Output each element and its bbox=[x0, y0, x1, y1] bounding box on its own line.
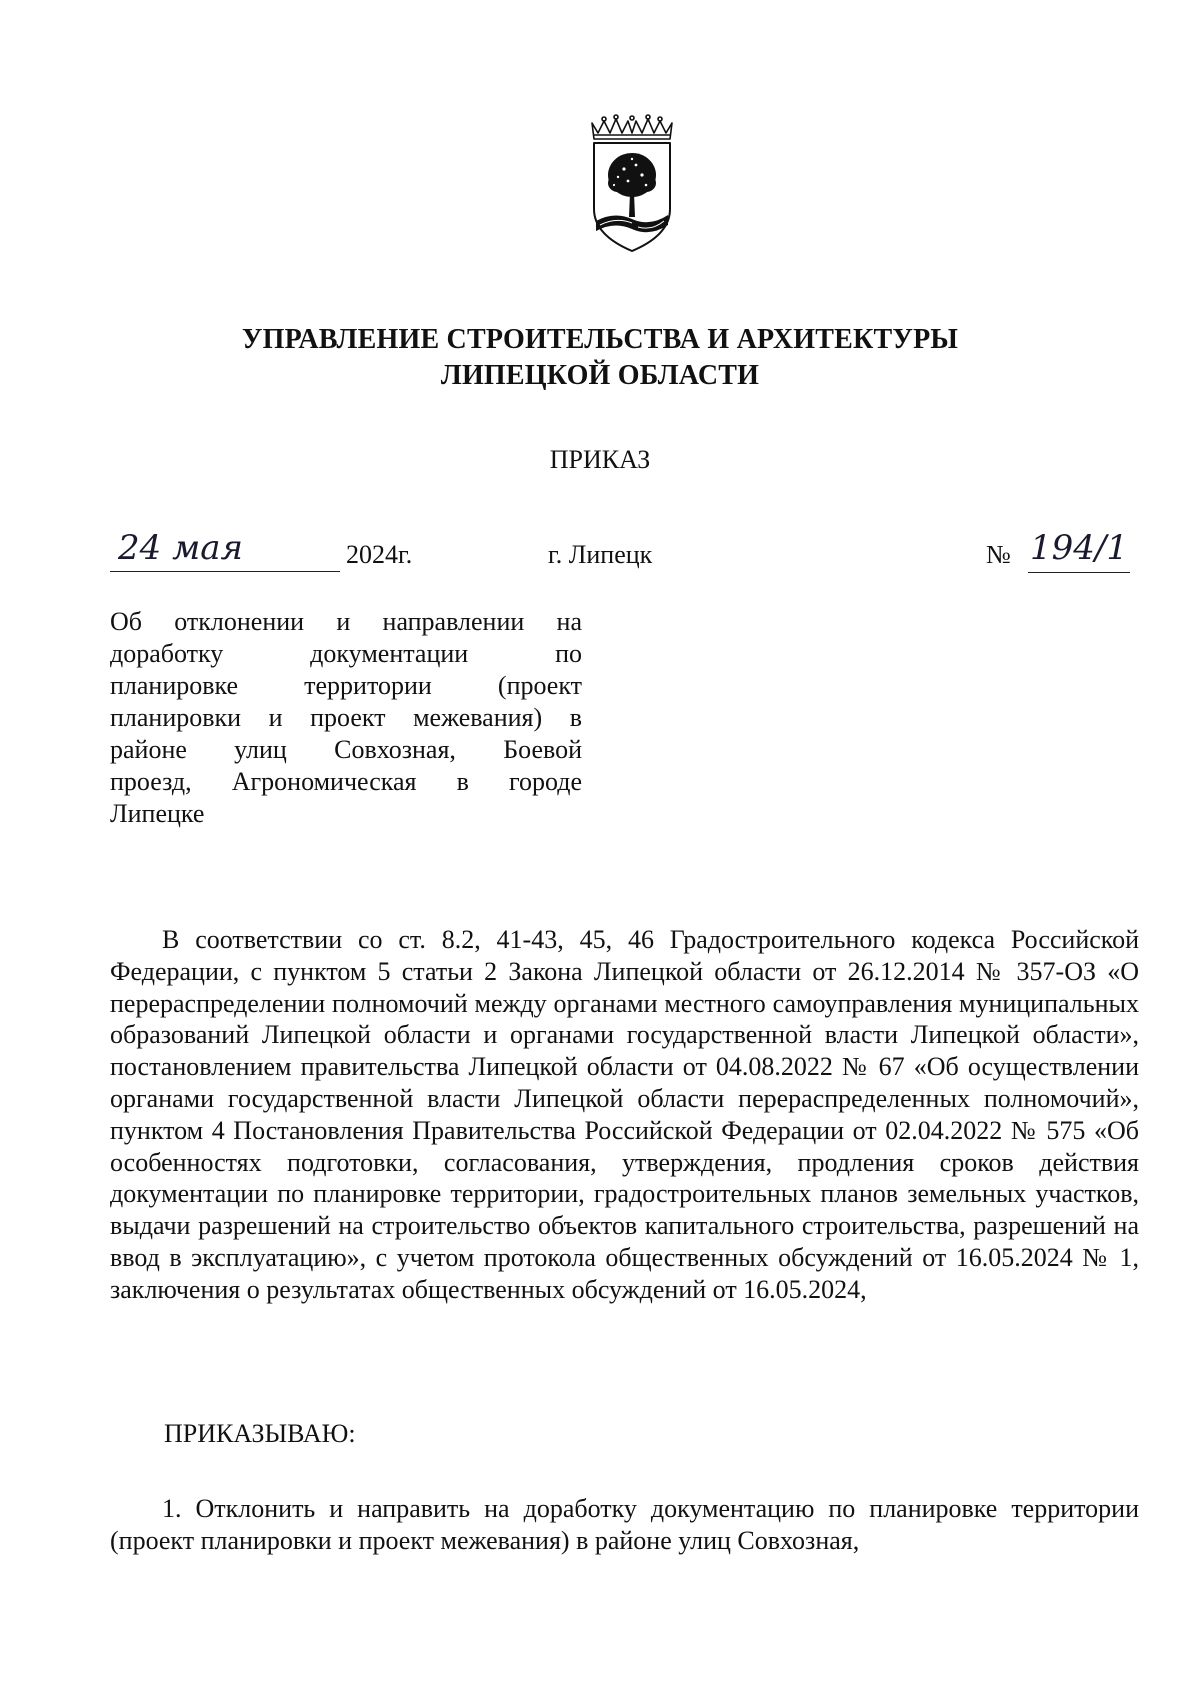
subject-line: районе улиц Совхозная, Боевой bbox=[110, 735, 582, 764]
organization-name-line-1: УПРАВЛЕНИЕ СТРОИТЕЛЬСТВА И АРХИТЕКТУРЫ bbox=[241, 324, 959, 355]
organization-name-line-2: ЛИПЕЦКОЙ ОБЛАСТИ bbox=[440, 360, 760, 391]
document-city: г. Липецк bbox=[548, 540, 653, 569]
subject-line: планировке территории (проект bbox=[110, 671, 582, 700]
subject-line: Об отклонении и направлении на bbox=[110, 607, 582, 636]
handwritten-date: 24 мая bbox=[110, 528, 340, 572]
decree-heading: ПРИКАЗЫВАЮ: bbox=[164, 1419, 356, 1448]
coat-of-arms-icon bbox=[588, 113, 676, 255]
number-label: № bbox=[986, 540, 1011, 569]
order-item-1: 1. Отклонить и направить на доработку документацию по планировке территории (проект планировки и проект межевания) в районе улиц Совхозная, bbox=[110, 1494, 1139, 1555]
subject-line: планировки и проект межевания) в bbox=[110, 703, 582, 732]
preamble-paragraph: В соответствии со ст. 8.2, 41-43, 45, 46 Градостроительного кодекса Российской Федерации, с пунктом 5 статьи 2 Закона Липецкой области от 26.12.2014 № 357-ОЗ «О перераспределении полномочий между органами местного самоуправления муниципальных образований Липецкой области и органами государственной власти Липецкой области», постановлением правительства Липецкой области от 04.08.2022 № 67 «Об осуществлении органами государственной власти Липецкой области перераспределенных полномочий», пунктом 4 Постановления Правительства Российской Федерации от 02.04.2022 № 575 «Об особенностях подготовки, согласования, утверждения, продления сроков действия документации по планировке территории, градостроительных планов земельных участков, выдачи разрешений на строительство объектов капитального строительства, разрешений на ввод в эксплуатацию», с учетом протокола общественных обсуждений от 16.05.2024 № 1, заключения о результатах общественных обсуждений от 16.05.2024, bbox=[110, 925, 1139, 1304]
date-number-line bbox=[110, 528, 1130, 576]
subject-line: проезд, Агрономическая в городе bbox=[110, 767, 582, 796]
handwritten-number: 194/1 bbox=[1028, 528, 1130, 573]
document-type: ПРИКАЗ bbox=[549, 445, 651, 474]
organization-name bbox=[0, 322, 1200, 394]
subject-line: доработку документации по bbox=[110, 639, 582, 668]
document-subject bbox=[110, 606, 582, 830]
subject-line: Липецке bbox=[110, 799, 205, 828]
document-year: 2024г. bbox=[346, 540, 413, 569]
document-body bbox=[110, 924, 1139, 1306]
